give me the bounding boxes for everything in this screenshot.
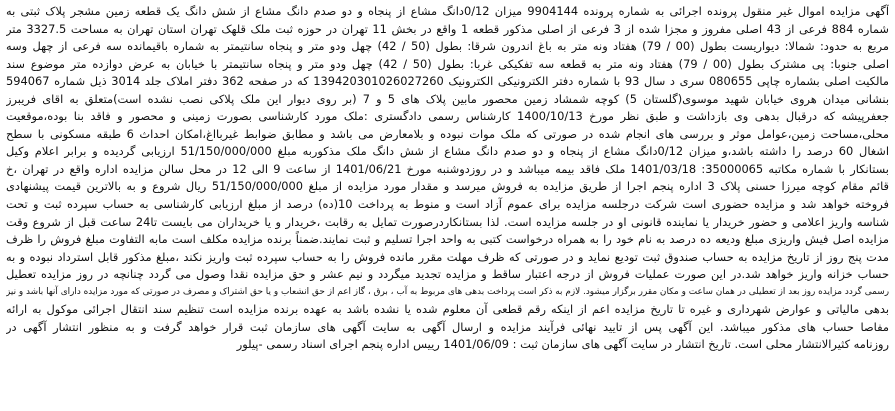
notice-line-20: روزنامه کثیرالانتشار محلی است. تاریخ انتشار در سایت آگهی های سازمان ثبت : 1401/06/09 رییس اداره پنجم اجرای اسناد رسمی -پیلور — [236, 337, 889, 352]
notice-line-18: بدهی مالیاتی و عوارض شهرداری و غیره تا تاریخ مزایده اعم از اینکه رقم قطعی آن معلوم شده یا نشده باشد به عهده برنده مزایده است تنظیم سند انتقال اجرائی موکول به ارائه — [6, 302, 889, 317]
notice-line-8: محلی،مساحت زمین،عوامل موثر و بررسی های انجام شده در صورتی که ملک موات نبوده و بلامعارض می باشد و مطابق ضوابط غیربااغ،امکان احداث 6 طبقه مسکونی با سطح — [6, 126, 889, 141]
notice-line-2: شماره 884 فرعی از 43 اصلی مفروز و مجزا شده از 3 فرعی از اصلی مذکور قطعه 1 واقع در بخش 11 تهران در حوزه ثبت ملک قلهک تهران استان تهران به مساحت 3327.5 متر — [6, 21, 889, 36]
notice-line-7: جعفرپیشه که درقبال بدهی وی بازداشت و طبق نظر مورخ 1400/10/13 کارشناس رسمی دادگستری :ملک مورد کارشناسی بصورت زمینی و محصور و فاقد بنا بوده،موقعیت — [6, 109, 889, 124]
notice-line-14: مزایده اصل فیش واریزی مبلغ ودیعه ده درصد به نام خود را به همراه درخواست کتبی به واحد اجرا تسلیم و ثبت نمایند.ضمناً برنده مزایده مکلف است مابه التفاوت مبلغ فروش را ظرف — [6, 232, 889, 247]
notice-line-19: مفاصا حساب های مذکور میباشد. این آگهی پس از تایید نهائی فرآیند مزایده و ارسال آگهی به سایت آگهی های سازمان ثبت قرار خواهد گرفت و به منظور انتشار آگهی در — [6, 319, 889, 334]
notice-line-9: اشغال 60 درصد را داشته باشد،و میزان 0/12دانگ مشاع از پنجاه و دو صدم دانگ مشاع از شش دانگ ملک مذکوربه مبلغ 51/150/000/000 ارزیابی گردیده و برابر اعلام وکیل — [6, 144, 889, 159]
notice-line-15: مدت پنج روز از تاریخ مزایده به حساب صندوق ثبت تودیع نماید و در صورتی که ظرف مهلت مقرر مانده فروش را به حساب سپرده ثبت واریز نکند ،مبلغ مذکور قابل استرداد نبوده و به — [6, 249, 889, 264]
notice-line-16: حساب خزانه واریز خواهد شد.در این صورت عملیات فروش از درجه اعتبار ساقط و مزایده تجدید میگردد و نیم عشر و حق مزایده نقدا وصول می گردد چنانچه در روز مزایده تعطیل — [6, 267, 889, 282]
notice-line-11: قائم مقام کوچه میرزا حسنی پلاک 3 اداره پنجم اجرا از طریق مزایده به فروش میرسد و مقدار مورد مزایده از مبلغ 51/150/000/000 ریال شروع و به بالاترین قیمت پیشنهادی — [6, 179, 889, 194]
notice-line-6: بنشانی میدان هروی خیابان شهید موسوی(گلستان 5) کوچه شمشاد زمین محصور مابین پلاک های 5 و 7 (بر روی دیوار این ملک پلاکی نصب نشده است)متعلق به اقای فریبرز — [6, 91, 889, 106]
notice-line-17: رسمی گردد مزایده روز بعد از تعطیلی در همان ساعت و مکان مقرر برگزار میشود. لازم به ذکر است پرداخت بدهی های مربوط به آب ، برق ، گاز اعم از حق انشعاب و یا حق اشتراک و مصرف در صورتی که مورد مزایده دارای آنها باشد و نیز — [6, 286, 889, 297]
notice-line-1: آگهی مزایده اموال غیر منقول پرونده اجرائی به شماره پرونده 9904144 میزان 0/12دانگ مشاع از پنجاه و دو صدم دانگ مشاع از شش دانگ یک قطعه زمین مشجر پلاک ثبتی به — [6, 4, 889, 18]
notice-line-12: فروخته خواهد شد و مزایده حضوری است شرکت درجلسه مزایده برای عموم آزاد است و منوط به پرداخت 10(ده) درصد از مبلغ ارزیابی کارشناسی به حساب سپرده ثبت و تحت — [6, 197, 889, 212]
notice-line-3: مربع به حدود: شمالا: دیواریست بطول (00 / 79) هفتاد ونه متر به باغ اندرون شرقا: بطول (50 / 42) چهل ودو متر و پنجاه سانتیمتر به شماره باقیمانده سه فرعی از چهل وسه — [6, 39, 889, 54]
notice-line-13: شناسه واریز اعلامی و حضور خریدار یا نماینده قانونی او در جلسه مزایده است. لذا بستانکاردرصورت تمایل به رقابت ،خریدار و یا خریداران می بایست تا24 ساعت قبل از شروع وقت — [6, 214, 889, 229]
notice-line-4: اصلی جنوبا: پی مشترک بطول (00 / 79) هفتاد ونه متر به قطعه سه تفکیکی غربا: بطول (50 / 42) چهل ودو متر و پنجاه سانتیمتر با خیابان به عرض دوازده متر موضوع سند — [6, 56, 889, 71]
notice-line-10: بستانکار با شماره مکاتبه 35000065: 1401/03/18 ملک فاقد بیمه میباشد و در روزدوشنبه مورخ 1401/06/21 از ساعت 9 الی 12 در محل سالن مزایده اداره واقع در تهران ،خ — [6, 161, 889, 176]
notice-line-5: مالکیت اصلی بشماره چاپی 080655 سری د سال 93 با شماره دفتر الکترونیکی الکترونیک 139420301026027260 که در صفحه 362 دفتر املاک جلد 3014 ذیل شماره 594067 — [6, 74, 889, 89]
